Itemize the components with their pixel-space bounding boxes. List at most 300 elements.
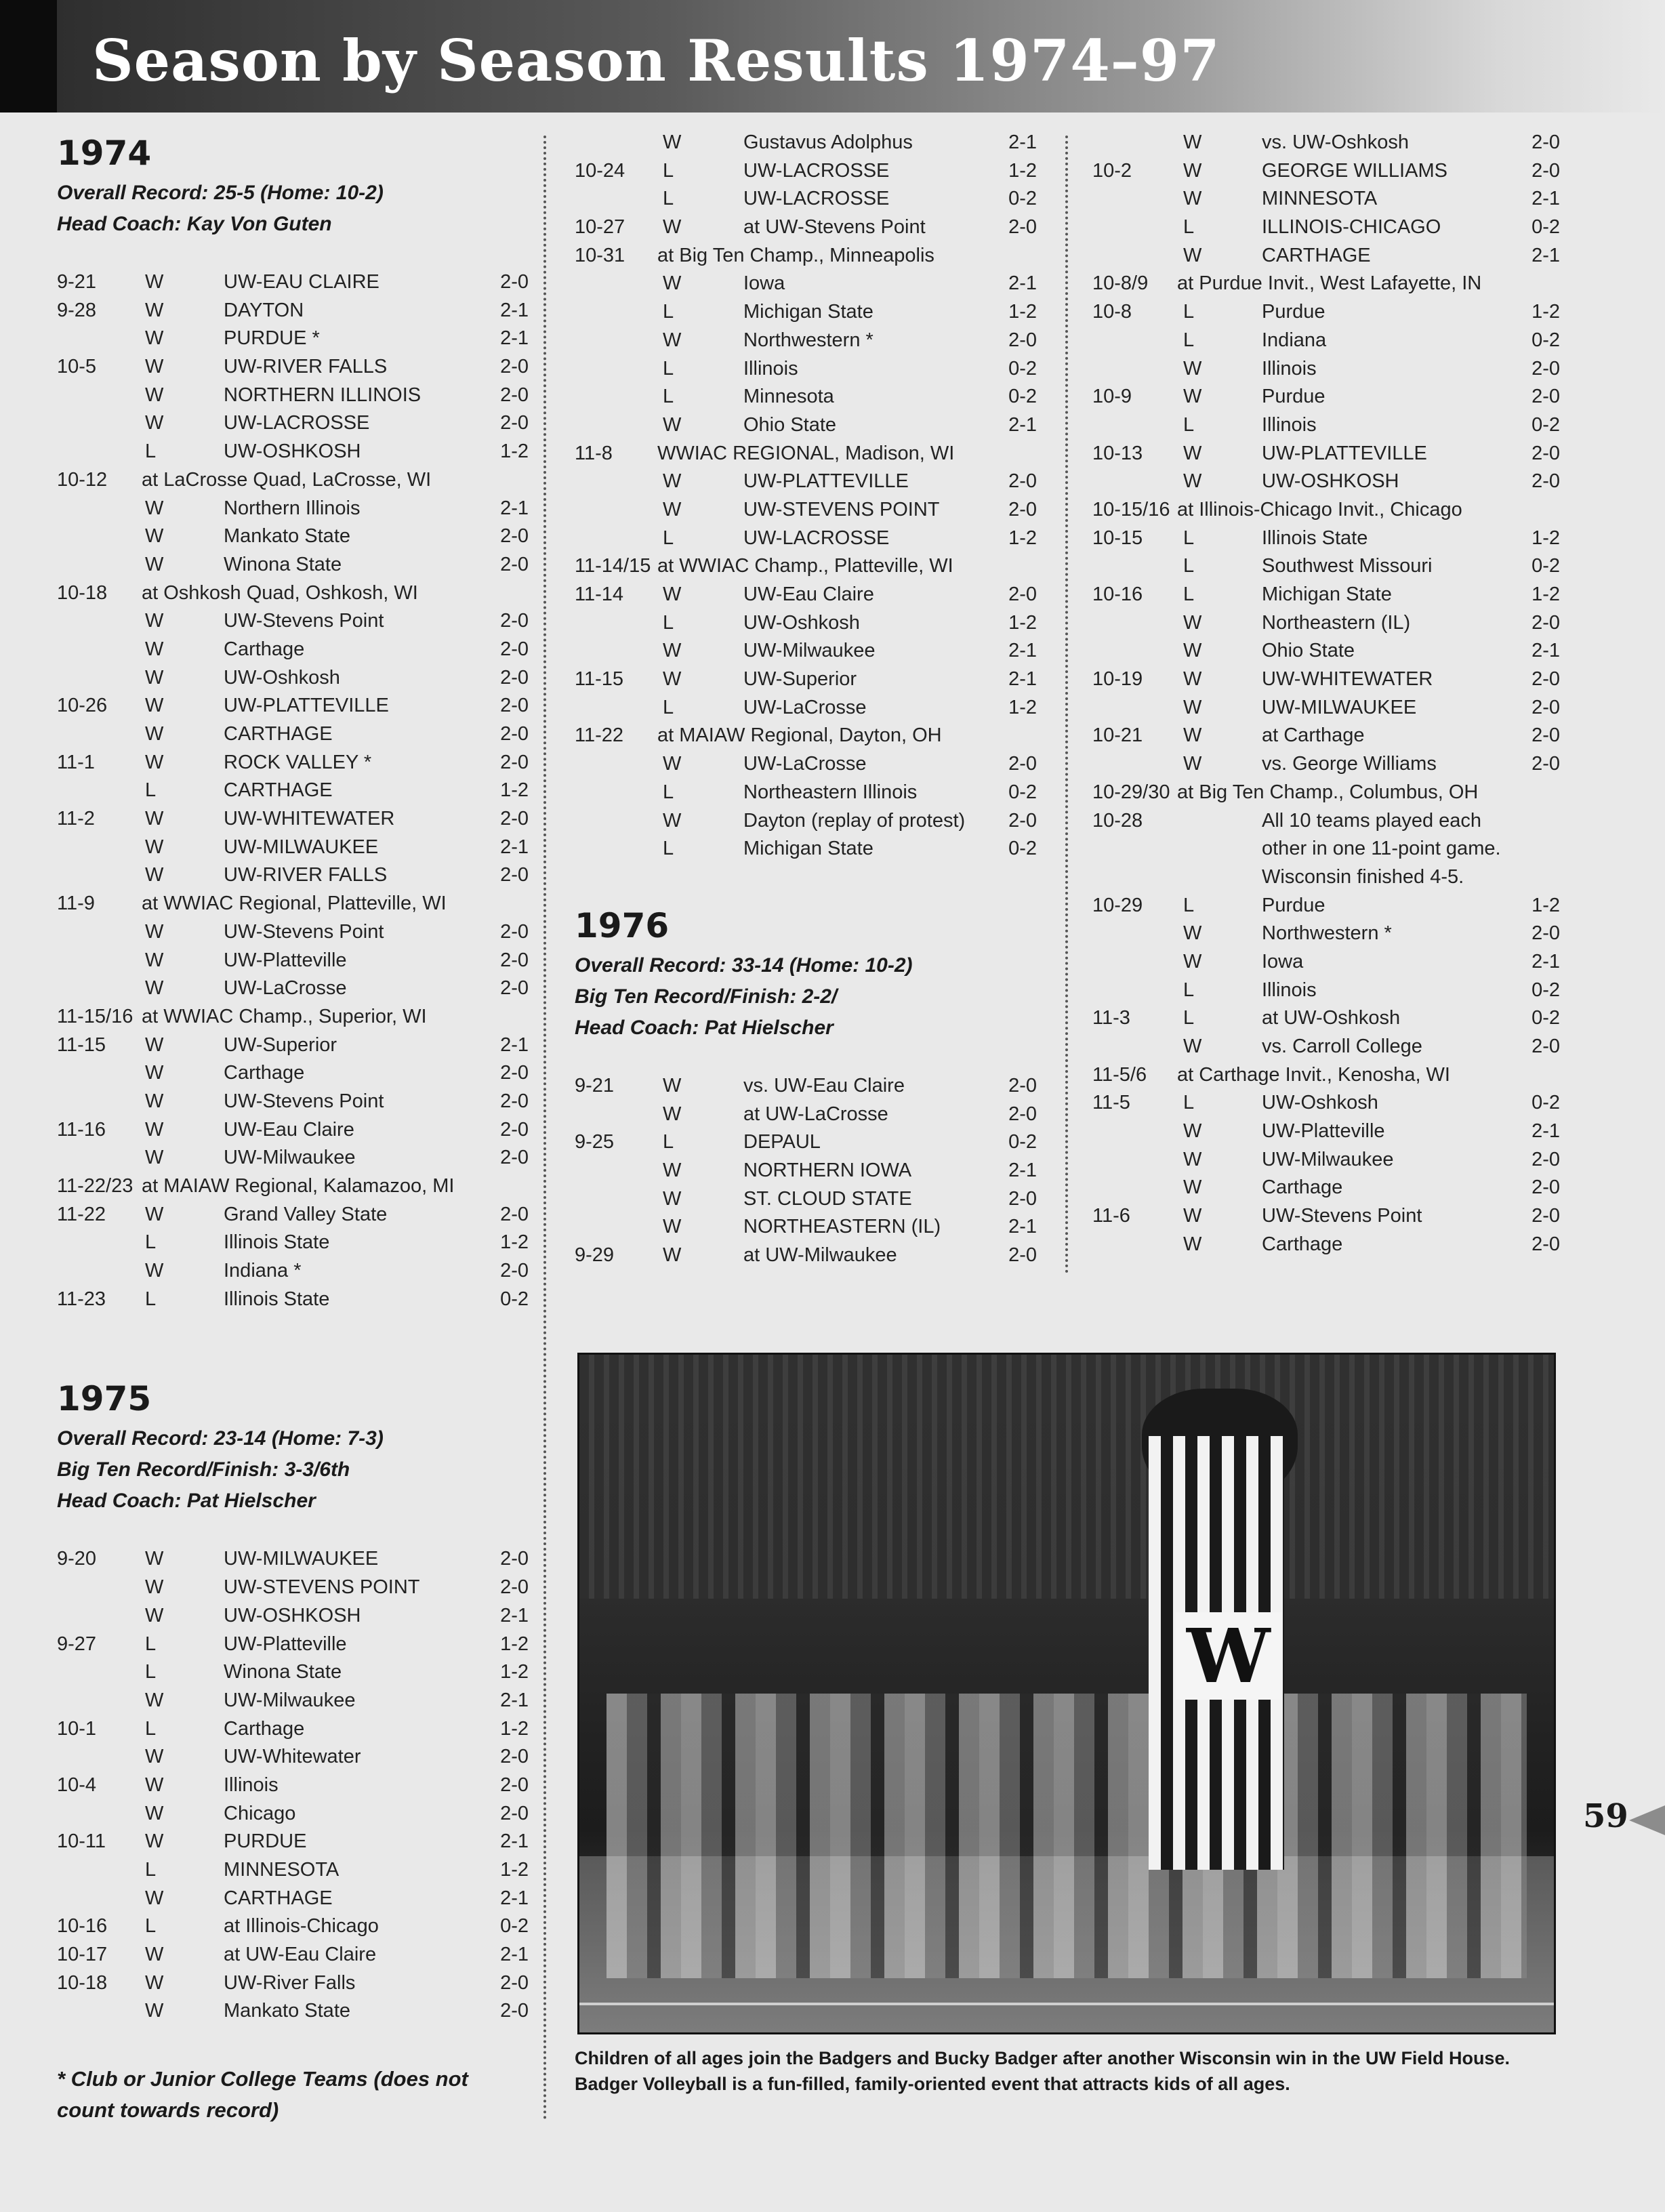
match-score: 0-2 — [1532, 1092, 1560, 1114]
match-score: 2-0 — [1532, 1036, 1560, 1057]
match-score: 2-1 — [1008, 1216, 1037, 1238]
result-row — [57, 1715, 529, 1744]
opponent: UW-EAU CLAIRE — [224, 271, 379, 293]
match-score: 0-2 — [1532, 555, 1560, 577]
opponent: Northwestern * — [743, 329, 873, 351]
team-photo — [577, 1353, 1556, 2034]
result-row — [575, 270, 1037, 298]
opponent: vs. Carroll College — [1262, 1036, 1422, 1057]
result-row — [57, 947, 529, 975]
meta-line: Head Coach: Pat Hielscher — [575, 1016, 834, 1039]
opponent: UW-LaCrosse — [743, 696, 867, 718]
match-result: W — [663, 131, 682, 153]
opponent: Illinois State — [224, 1231, 330, 1254]
opponent: Illinois — [1262, 357, 1317, 380]
opponent: UW-OSHKOSH — [224, 1604, 361, 1626]
match-score: 0-2 — [500, 1915, 529, 1938]
result-row — [57, 1658, 529, 1687]
venue: at WWIAC Champ., Platteville, WI — [657, 555, 953, 577]
match-score: 2-0 — [1008, 1187, 1037, 1210]
result-row — [57, 1144, 529, 1172]
result-row — [575, 694, 1037, 722]
match-result: W — [145, 977, 164, 1000]
opponent: at UW-LaCrosse — [743, 1103, 888, 1125]
match-score: 2-0 — [500, 2000, 529, 2022]
result-row — [1092, 157, 1560, 186]
result-row — [575, 807, 1037, 836]
match-date: 10-2 — [1092, 159, 1132, 182]
match-result: W — [1183, 357, 1202, 380]
result-row — [57, 1885, 529, 1913]
opponent: UW-MILWAUKEE — [224, 836, 379, 858]
opponent: UW-Superior — [224, 1033, 337, 1056]
opponent: Mankato State — [224, 525, 350, 548]
match-date: 11-15 — [575, 668, 624, 691]
match-score: 1-2 — [500, 441, 529, 463]
match-date: 10-16 — [57, 1915, 108, 1938]
match-result: W — [145, 1548, 164, 1570]
match-date: 11-22/23 — [57, 1175, 133, 1197]
match-score: 0-2 — [1008, 357, 1037, 380]
match-result: W — [1183, 159, 1202, 182]
match-result: W — [145, 1118, 164, 1141]
opponent: UW-Eau Claire — [743, 583, 874, 605]
result-row — [575, 129, 1037, 157]
match-result: W — [1183, 1176, 1202, 1199]
match-score: 2-0 — [1008, 753, 1037, 775]
opponent: UW-STEVENS POINT — [224, 1576, 420, 1599]
opponent: Illinois — [1262, 413, 1317, 436]
result-row — [575, 722, 1037, 750]
opponent: Purdue — [1262, 894, 1325, 916]
match-score: 2-1 — [500, 327, 529, 350]
result-row — [57, 834, 529, 862]
match-score: 2-1 — [500, 299, 529, 321]
match-score: 2-1 — [1532, 188, 1560, 210]
match-score: 0-2 — [1008, 781, 1037, 803]
match-result: W — [145, 1147, 164, 1169]
match-score: 2-1 — [500, 1944, 529, 1966]
match-result: L — [663, 188, 674, 210]
match-result: W — [663, 809, 682, 832]
match-date: 10-18 — [57, 1971, 108, 1994]
match-score: 2-0 — [500, 412, 529, 434]
match-result: L — [663, 386, 674, 408]
match-score: 1-2 — [1532, 301, 1560, 323]
opponent: Illinois — [1262, 979, 1317, 1001]
match-result: L — [145, 1661, 157, 1683]
match-date: 10-28 — [1092, 809, 1143, 832]
match-result: W — [1183, 922, 1202, 945]
result-row — [1092, 779, 1560, 807]
opponent: UW-WHITEWATER — [1262, 668, 1433, 691]
match-score: 2-0 — [1532, 442, 1560, 464]
opponent: NORTHERN IOWA — [743, 1159, 912, 1181]
match-score: 1-2 — [1532, 583, 1560, 605]
match-score: 2-0 — [1532, 668, 1560, 691]
result-row — [1092, 327, 1560, 355]
opponent: Illinois State — [224, 1288, 330, 1310]
result-row — [1092, 977, 1560, 1005]
match-score: 2-1 — [1008, 640, 1037, 662]
result-row — [57, 1088, 529, 1116]
opponent: Winona State — [224, 1661, 342, 1683]
match-result: L — [663, 696, 674, 718]
result-row — [1092, 552, 1560, 581]
match-result: W — [1183, 1148, 1202, 1170]
year-1974-heading: 1974 — [57, 134, 152, 173]
result-row — [1092, 750, 1560, 779]
result-row — [57, 1031, 529, 1060]
match-result: L — [145, 1288, 157, 1310]
result-row — [1092, 665, 1560, 694]
match-score: 2-0 — [1008, 1074, 1037, 1097]
title-banner — [0, 0, 1665, 112]
opponent: CARTHAGE — [1262, 244, 1371, 266]
result-row — [575, 1101, 1037, 1129]
result-row — [57, 692, 529, 720]
opponent: UW-WHITEWATER — [224, 808, 395, 830]
result-row — [57, 1257, 529, 1286]
opponent: Carthage — [1262, 1233, 1343, 1255]
match-score: 2-0 — [1532, 386, 1560, 408]
match-result: W — [1183, 640, 1202, 662]
match-score: 2-0 — [1532, 922, 1560, 945]
season-1974-meta — [57, 178, 529, 240]
match-score: 2-0 — [500, 1147, 529, 1169]
match-result: W — [145, 1830, 164, 1853]
match-result: W — [145, 1971, 164, 1994]
match-result: L — [1183, 1007, 1195, 1029]
match-date: 9-28 — [57, 299, 97, 321]
opponent: CARTHAGE — [224, 779, 333, 802]
result-row — [57, 1172, 529, 1201]
match-score: 2-0 — [500, 1118, 529, 1141]
match-date: 10-9 — [1092, 386, 1132, 408]
opponent: DAYTON — [224, 299, 304, 321]
match-date: 10-26 — [57, 695, 108, 717]
match-score: 0-2 — [1532, 216, 1560, 239]
match-score: 2-0 — [500, 695, 529, 717]
result-row — [57, 1743, 529, 1771]
match-result: W — [1183, 1233, 1202, 1255]
page-number: 59 — [1583, 1797, 1628, 1835]
opponent: Michigan State — [743, 838, 873, 860]
results-table-1975-continued — [575, 129, 1037, 863]
match-result: W — [145, 695, 164, 717]
match-score: 2-0 — [500, 553, 529, 575]
match-score: 1-2 — [1532, 527, 1560, 549]
column-1 — [57, 129, 529, 2126]
result-row — [57, 975, 529, 1003]
match-date: 9-27 — [57, 1633, 97, 1655]
column-3 — [1092, 129, 1560, 1259]
opponent: Iowa — [743, 272, 785, 295]
result-row — [575, 242, 1037, 270]
result-row — [575, 1242, 1037, 1270]
match-date: 11-6 — [1092, 1205, 1130, 1227]
result-row — [1092, 609, 1560, 638]
result-row — [575, 1072, 1037, 1101]
match-score: 0-2 — [1008, 386, 1037, 408]
match-score: 2-0 — [500, 751, 529, 773]
venue: at LaCrosse Quad, LaCrosse, WI — [142, 468, 432, 491]
match-result: W — [145, 920, 164, 943]
match-result: W — [145, 412, 164, 434]
match-score: 2-0 — [500, 525, 529, 548]
match-result: L — [1183, 555, 1195, 577]
match-date: 11-9 — [57, 893, 95, 915]
result-row — [1092, 496, 1560, 525]
result-row — [1092, 411, 1560, 440]
match-score: 2-0 — [500, 610, 529, 632]
opponent: UW-Stevens Point — [224, 610, 384, 632]
opponent: Mankato State — [224, 2000, 350, 2022]
match-result: W — [145, 1062, 164, 1084]
opponent: Ohio State — [1262, 640, 1355, 662]
match-result: L — [145, 1231, 157, 1254]
result-row — [575, 185, 1037, 213]
result-row — [575, 835, 1037, 863]
match-result: W — [145, 864, 164, 886]
opponent: Iowa — [1262, 950, 1304, 972]
match-score: 2-0 — [500, 271, 529, 293]
match-score: 2-1 — [500, 1033, 529, 1056]
match-result: L — [145, 1717, 157, 1740]
match-result: L — [1183, 894, 1195, 916]
result-row — [57, 1997, 529, 2026]
result-row — [57, 720, 529, 749]
match-date: 10-16 — [1092, 583, 1143, 605]
opponent: vs. UW-Eau Claire — [743, 1074, 905, 1097]
result-row — [1092, 270, 1560, 298]
opponent: UW-Platteville — [1262, 1120, 1385, 1143]
result-row — [575, 298, 1037, 327]
meta-line: Head Coach: Kay Von Guten — [57, 213, 332, 235]
match-date: 10-21 — [1092, 724, 1143, 747]
match-result: W — [145, 271, 164, 293]
season-1976-meta — [575, 950, 1037, 1044]
match-result: W — [663, 216, 682, 239]
match-score: 2-0 — [500, 864, 529, 886]
meta-line: Big Ten Record/Finish: 2-2/ — [575, 985, 838, 1008]
opponent: UW-Stevens Point — [224, 920, 384, 943]
match-date: 9-25 — [575, 1131, 615, 1153]
match-result: W — [663, 753, 682, 775]
opponent: UW-Eau Claire — [224, 1118, 354, 1141]
column-divider — [1065, 136, 1068, 1274]
match-score: 1-2 — [500, 779, 529, 802]
match-result: L — [1183, 216, 1195, 239]
match-result: L — [663, 527, 674, 549]
match-score: 0-2 — [1532, 1007, 1560, 1029]
match-date: 9-20 — [57, 1548, 97, 1570]
opponent: Wisconsin finished 4-5. — [1262, 865, 1464, 888]
results-table-1976 — [575, 1072, 1037, 1270]
match-score: 2-0 — [1008, 1103, 1037, 1125]
result-row — [57, 1969, 529, 1998]
opponent: UW-PLATTEVILLE — [1262, 442, 1427, 464]
match-score: 2-0 — [1008, 216, 1037, 239]
result-row — [57, 438, 529, 466]
match-result: L — [663, 301, 674, 323]
result-row — [1092, 298, 1560, 327]
match-score: 2-0 — [1008, 470, 1037, 493]
match-score: 2-0 — [500, 723, 529, 745]
match-score: 0-2 — [1008, 1131, 1037, 1153]
venue: at MAIAW Regional, Dayton, OH — [657, 724, 942, 747]
match-result: W — [145, 1746, 164, 1768]
match-result: L — [1183, 301, 1195, 323]
match-result: W — [145, 1689, 164, 1711]
match-score: 2-1 — [1532, 244, 1560, 266]
match-result: L — [145, 1915, 157, 1938]
match-result: W — [145, 610, 164, 632]
result-row — [575, 383, 1037, 411]
result-row — [57, 382, 529, 410]
venue: WWIAC REGIONAL, Madison, WI — [657, 442, 955, 464]
venue: at WWIAC Champ., Superior, WI — [142, 1005, 427, 1027]
result-row — [57, 1800, 529, 1828]
match-date: 10-5 — [57, 356, 97, 378]
result-row — [57, 579, 529, 608]
match-result: W — [145, 1033, 164, 1056]
result-row — [57, 268, 529, 297]
opponent: UW-Platteville — [224, 949, 347, 971]
match-result: L — [145, 1633, 157, 1655]
match-result: L — [1183, 979, 1195, 1001]
opponent: at UW-Milwaukee — [743, 1244, 897, 1266]
venue: at Big Ten Champ., Minneapolis — [657, 244, 934, 266]
result-row — [1092, 383, 1560, 411]
match-result: W — [1183, 724, 1202, 747]
result-row — [575, 440, 1037, 468]
match-date: 10-19 — [1092, 668, 1143, 691]
opponent: ROCK VALLEY * — [224, 751, 372, 773]
result-row — [57, 1856, 529, 1885]
match-date: 10-29 — [1092, 894, 1143, 916]
opponent: GEORGE WILLIAMS — [1262, 159, 1447, 182]
match-date: 11-1 — [57, 751, 95, 773]
opponent: UW-Platteville — [224, 1633, 347, 1655]
results-table-1974 — [57, 268, 529, 1313]
opponent: ST. CLOUD STATE — [743, 1187, 912, 1210]
opponent: UW-LaCrosse — [743, 753, 867, 775]
match-result: W — [663, 1244, 682, 1266]
match-score: 0-2 — [1008, 188, 1037, 210]
opponent: Indiana — [1262, 329, 1327, 351]
match-score: 2-0 — [500, 1090, 529, 1112]
match-score: 2-0 — [500, 1746, 529, 1768]
match-date: 11-16 — [57, 1118, 106, 1141]
match-date: 11-5 — [1092, 1092, 1130, 1114]
venue: at MAIAW Regional, Kalamazoo, MI — [142, 1175, 455, 1197]
result-row — [1092, 637, 1560, 665]
result-row — [575, 496, 1037, 525]
result-row — [57, 325, 529, 353]
meta-line: Overall Record: 33-14 (Home: 10-2) — [575, 954, 913, 977]
match-score: 1-2 — [1008, 301, 1037, 323]
match-date: 11-15 — [57, 1033, 106, 1056]
opponent: Carthage — [1262, 1176, 1343, 1199]
match-score: 2-1 — [1008, 272, 1037, 295]
opponent: All 10 teams played each — [1262, 809, 1482, 832]
match-score: 2-1 — [1008, 131, 1037, 153]
result-row — [57, 1574, 529, 1602]
match-result: L — [663, 159, 674, 182]
match-score: 2-0 — [1532, 470, 1560, 493]
opponent: UW-Oshkosh — [224, 666, 340, 689]
result-row — [57, 777, 529, 805]
match-result: L — [1183, 413, 1195, 436]
opponent: Winona State — [224, 553, 342, 575]
result-row — [575, 609, 1037, 638]
result-row — [1092, 242, 1560, 270]
match-result: W — [1183, 950, 1202, 972]
match-score: 2-0 — [500, 1260, 529, 1282]
results-table-1975 — [57, 1545, 529, 2026]
match-result: W — [145, 638, 164, 660]
match-date: 10-13 — [1092, 442, 1143, 464]
match-result: W — [1183, 1120, 1202, 1143]
opponent: Purdue — [1262, 386, 1325, 408]
match-result: W — [1183, 188, 1202, 210]
match-date: 10-15/16 — [1092, 498, 1170, 520]
opponent: Michigan State — [743, 301, 873, 323]
opponent: UW-Milwaukee — [1262, 1148, 1394, 1170]
venue: at WWIAC Regional, Platteville, WI — [142, 893, 447, 915]
match-result: L — [663, 1131, 674, 1153]
result-row — [1092, 1231, 1560, 1259]
result-row — [1092, 581, 1560, 609]
opponent: UW-LACROSSE — [743, 527, 890, 549]
match-score: 0-2 — [1532, 413, 1560, 436]
result-row — [1092, 525, 1560, 553]
match-score: 2-0 — [1008, 583, 1037, 605]
match-score: 2-1 — [500, 1887, 529, 1909]
opponent: PURDUE — [224, 1830, 307, 1853]
match-result: W — [663, 329, 682, 351]
opponent: UW-Milwaukee — [743, 640, 876, 662]
opponent: DEPAUL — [743, 1131, 821, 1153]
result-row — [57, 918, 529, 947]
match-result: W — [663, 583, 682, 605]
match-score: 2-0 — [500, 384, 529, 406]
result-row — [575, 1128, 1037, 1157]
opponent: Northwestern * — [1262, 922, 1392, 945]
match-score: 2-0 — [1532, 1233, 1560, 1255]
opponent: NORTHEASTERN (IL) — [743, 1216, 941, 1238]
match-result: W — [145, 1887, 164, 1909]
match-date: 10-11 — [57, 1830, 106, 1853]
match-result: W — [145, 1576, 164, 1599]
match-result: W — [663, 498, 682, 520]
result-row — [575, 581, 1037, 609]
result-row — [1092, 1146, 1560, 1174]
opponent: UW-Milwaukee — [224, 1689, 356, 1711]
result-row — [57, 805, 529, 834]
match-score: 2-0 — [1532, 357, 1560, 380]
match-date: 10-8/9 — [1092, 272, 1149, 295]
match-result: W — [145, 723, 164, 745]
match-result: W — [145, 751, 164, 773]
result-row — [575, 468, 1037, 496]
match-date: 11-22 — [575, 724, 624, 747]
result-row — [1092, 948, 1560, 977]
opponent: CARTHAGE — [224, 1887, 333, 1909]
match-score: 2-0 — [500, 1774, 529, 1796]
result-row — [57, 1286, 529, 1314]
